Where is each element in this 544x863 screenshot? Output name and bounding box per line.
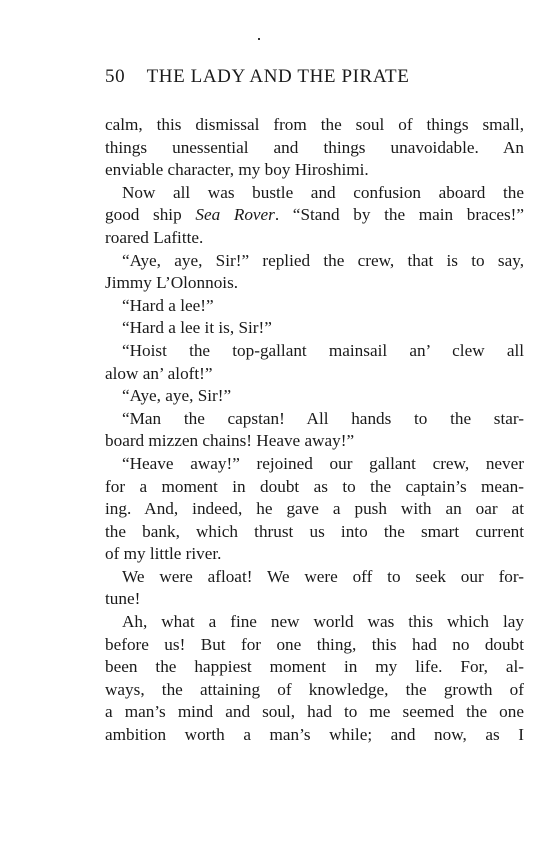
text-line: enviable character, my boy Hiroshimi. [105,160,369,180]
text-line: Now all was bustle and confusion aboard the [122,182,524,202]
text-line: “Aye, aye, Sir!” [122,386,232,406]
text-line: “Heave away!” rejoined our gallant crew, never [122,453,524,473]
text-line: things unessential and things unavoidable. An [105,137,524,157]
text-line: “Man the capstan! All hands to the star- [122,408,524,428]
print-speck [258,38,260,40]
text-line: Jimmy L’Olonnois. [105,273,239,293]
text-line: before us! But for one thing, this had no doubt [105,634,524,654]
page-header [105,66,525,88]
ship-name: Sea Rover [195,205,275,225]
text-segment: good ship [105,205,196,225]
text-line: alow an’ aloft!” [105,363,213,383]
text-segment: . “Stand by the main braces!” [274,205,525,225]
text-line [105,204,524,227]
text-line: roared Lafitte. [105,227,204,247]
body-text [105,114,524,747]
text-line: “Hard a lee it is, Sir!” [122,318,272,338]
text-line: “Aye, aye, Sir!” replied the crew, that is to say, [122,250,524,270]
text-line: tune! [105,589,141,609]
text-line: ing. And, indeed, he gave a push with an oar at [105,499,524,519]
text-line: Ah, what a fine new world was this which lay [122,612,524,632]
text-line: ways, the attaining of knowledge, the growth of [105,679,524,699]
text-line: We were afloat! We were off to seek our for- [122,566,524,586]
text-line: “Hoist the top-gallant mainsail an’ clew all [122,340,524,360]
page-number: 50 [105,66,126,87]
text-line: of my little river. [105,544,222,564]
text-line: for a moment in doubt as to the captain’s mean- [105,476,524,496]
running-title: THE LADY AND THE PIRATE [146,66,410,87]
text-line: the bank, which thrust us into the smart current [105,521,524,541]
text-line: board mizzen chains! Heave away!” [105,431,355,451]
text-line: calm, this dismissal from the soul of things small, [105,115,524,134]
text-line: a man’s mind and soul, had to me seemed the one [105,702,524,722]
text-line: “Hard a lee!” [122,295,214,315]
text-line: ambition worth a man’s while; and now, as I [105,725,524,745]
text-line: been the happiest moment in my life. For, al- [105,657,524,677]
